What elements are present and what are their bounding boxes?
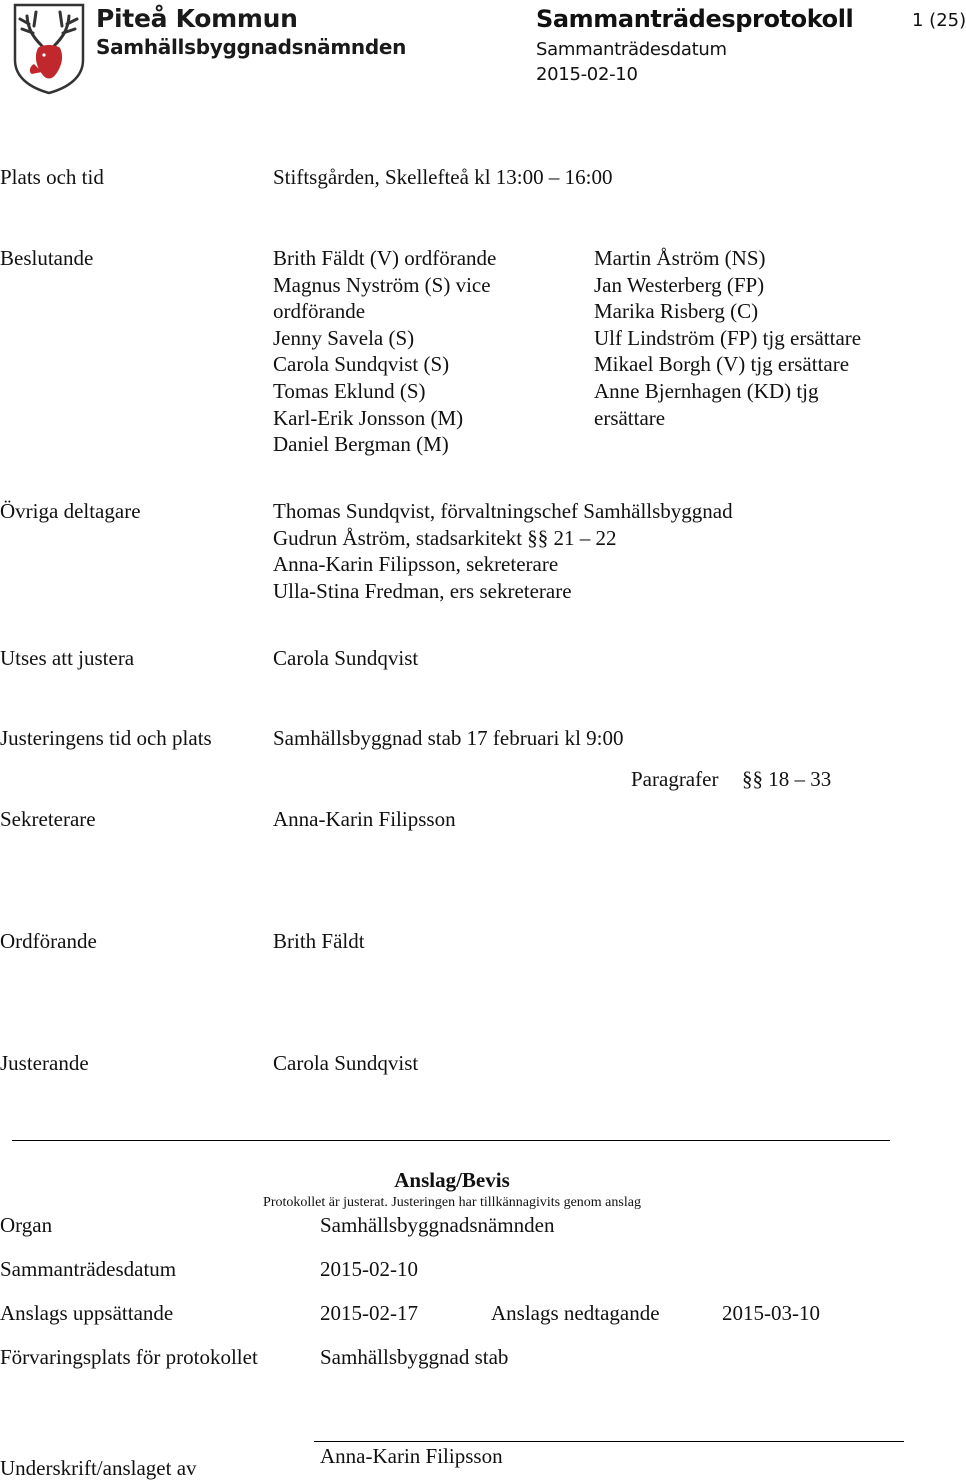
- adjuster-chosen-value: Carola Sundqvist: [273, 646, 419, 670]
- notice-posted-label: Anslags uppsättande: [0, 1301, 174, 1325]
- list-item: Marika Risberg (C): [594, 299, 759, 324]
- deciders-right-list: [594, 245, 861, 431]
- list-item: ersättare: [594, 405, 666, 430]
- list-item: Magnus Nyström (S) vice: [273, 272, 491, 297]
- notice-meeting-date-label: Sammanträdesdatum: [0, 1257, 177, 1281]
- signature-name: Anna-Karin Filipsson: [320, 1444, 503, 1468]
- adjustment-time-place-label: Justeringens tid och plats: [0, 726, 212, 750]
- deciders-label: Beslutande: [0, 246, 94, 270]
- storage-label: Förvaringsplats för protokollet: [0, 1345, 258, 1369]
- organ-value: Samhällsbyggnadsnämnden: [320, 1213, 555, 1237]
- list-item: ordförande: [273, 299, 366, 324]
- divider: [12, 1140, 890, 1141]
- meeting-date-label: Sammanträdesdatum: [536, 39, 727, 60]
- adjuster-name: Carola Sundqvist: [273, 1051, 419, 1075]
- pitea-coat-of-arms-logo: [12, 2, 86, 94]
- adjuster-chosen-label: Utses att justera: [0, 646, 135, 670]
- list-item: Mikael Borgh (V) tjg ersättare: [594, 352, 850, 377]
- secretary-label: Sekreterare: [0, 807, 96, 831]
- list-item: Ulla-Stina Fredman, ers sekreterare: [273, 578, 572, 603]
- paragraphs-label: Paragrafer: [631, 767, 719, 791]
- signature-line: [314, 1441, 904, 1442]
- document-title: Sammanträdesprotokoll: [536, 5, 854, 33]
- meeting-date: 2015-02-10: [536, 64, 638, 85]
- organization-name: Piteå Kommun: [96, 4, 298, 33]
- notice-note: Protokollet är justerat. Justeringen har tillkännagivits genom anslag: [263, 1195, 641, 1210]
- list-item: Anne Bjernhagen (KD) tjg: [594, 378, 819, 403]
- list-item: Anna-Karin Filipsson, sekreterare: [273, 552, 559, 577]
- notice-posted-date: 2015-02-17: [320, 1301, 418, 1325]
- other-participants-label: Övriga deltagare: [0, 499, 141, 523]
- secretary-name: Anna-Karin Filipsson: [273, 807, 456, 831]
- notice-removed-date: 2015-03-10: [722, 1301, 820, 1325]
- list-item: Daniel Bergman (M): [273, 432, 449, 457]
- other-participants-list: [273, 498, 733, 604]
- list-item: Jenny Savela (S): [273, 325, 415, 350]
- place-label: Plats och tid: [0, 165, 104, 189]
- list-item: Gudrun Åström, stadsarkitekt §§ 21 – 22: [273, 525, 617, 550]
- list-item: Tomas Eklund (S): [273, 378, 426, 403]
- notice-meeting-date: 2015-02-10: [320, 1257, 418, 1281]
- list-item: Carola Sundqvist (S): [273, 352, 450, 377]
- adjustment-time-place-value: Samhällsbyggnad stab 17 februari kl 9:00: [273, 726, 624, 750]
- chair-name: Brith Fäldt: [273, 929, 365, 953]
- storage-value: Samhällsbyggnad stab: [320, 1345, 509, 1369]
- notice-title: Anslag/Bevis: [394, 1168, 510, 1192]
- place-value: Stiftsgården, Skellefteå kl 13:00 – 16:00: [273, 165, 613, 189]
- list-item: Brith Fäldt (V) ordförande: [273, 246, 497, 270]
- list-item: Thomas Sundqvist, förvaltningschef Samhällsbyggnad: [273, 499, 733, 523]
- adjuster-label: Justerande: [0, 1051, 89, 1075]
- signature-label: Underskrift/anslaget av: [0, 1456, 197, 1480]
- list-item: Jan Westerberg (FP): [594, 272, 765, 297]
- notice-removed-label: Anslags nedtagande: [491, 1301, 660, 1325]
- chair-label: Ordförande: [0, 929, 97, 953]
- list-item: Martin Åström (NS): [594, 246, 766, 270]
- page-number: 1 (25): [912, 10, 966, 31]
- deciders-left-list: [273, 245, 496, 458]
- department-name: Samhällsbyggnadsnämnden: [96, 35, 407, 59]
- list-item: Karl-Erik Jonsson (M): [273, 405, 464, 430]
- organ-label: Organ: [0, 1213, 53, 1237]
- paragraphs-value: §§ 18 – 33: [742, 767, 832, 791]
- list-item: Ulf Lindström (FP) tjg ersättare: [594, 325, 862, 350]
